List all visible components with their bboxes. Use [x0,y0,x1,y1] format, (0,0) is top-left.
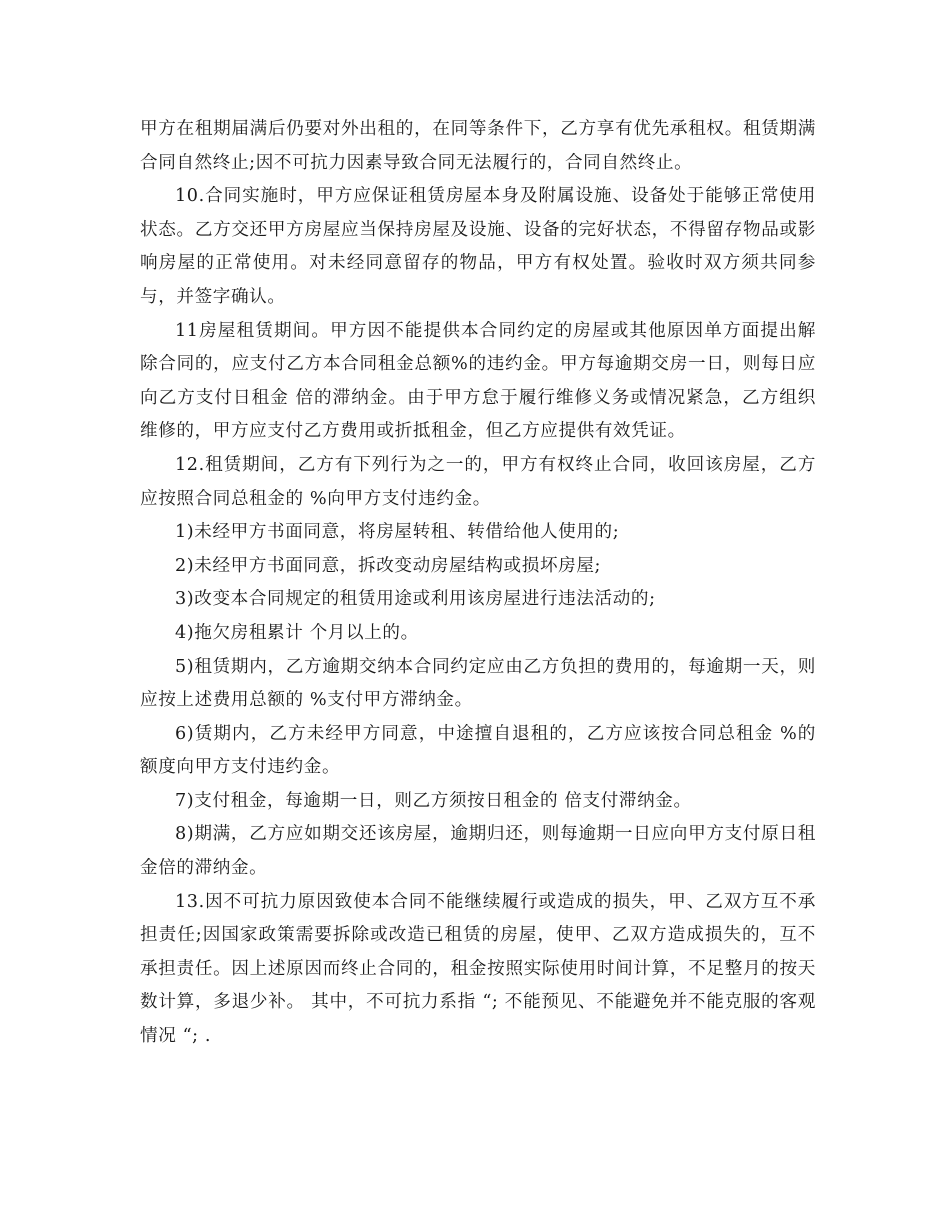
list-item-clause-12-3: 3)改变本合同规定的租赁用途或利用该房屋进行违法活动的; [175,589,656,610]
paragraph-clause-11: 11房屋租赁期间。甲方因不能提供本合同约定的房屋或其他原因单方面提出解除合同的，应支付乙方本合同租金总额%的违约金。甲方每逾期交房一日，则每日应向乙方支付日租金 倍的滞纳金。由于甲方怠于履行维修义务或情况紧急，乙方组织维修的，甲方应支付乙方费用或折抵租金，但乙方应提供有效凭证。 [140,320,816,442]
list-item-clause-12-2: 2)未经甲方书面同意，拆改变动房屋结构或损坏房屋; [175,555,602,576]
paragraph-clause-13: 13.因不可抗力原因致使本合同不能继续履行或造成的损失，甲、乙双方互不承担责任;因国家政策需要拆除或改造已租赁的房屋，使甲、乙双方造成损失的，互不承担责任。因上述原因而终止合同的，租金按照实际使用时间计算，不足整月的按天数计算，多退少补。 其中，不可抗力系指 “; 不能预见、不能避免并不能克服的客观情况 “; . [140,891,816,1047]
paragraph-clause-12: 12.租赁期间，乙方有下列行为之一的，甲方有权终止合同，收回该房屋，乙方应按照合同总租金的 %向甲方支付违约金。 [140,454,816,509]
list-item-clause-12-6: 6)赁期内，乙方未经甲方同意，中途擅自退租的，乙方应该按合同总租金 %的额度向甲方支付违约金。 [140,723,816,778]
list-item-clause-12-5: 5)租赁期内，乙方逾期交纳本合同约定应由乙方负担的费用的，每逾期一天，则应按上述费用总额的 %支付甲方滞纳金。 [140,656,816,711]
list-item-clause-12-1: 1)未经甲方书面同意，将房屋转租、转借给他人使用的; [175,522,620,543]
list-item-clause-12-4: 4)拖欠房租累计 个月以上的。 [175,622,419,643]
document-body [140,113,816,1054]
paragraph-lease-renewal: 甲方在租期届满后仍要对外出租的，在同等条件下，乙方享有优先承租权。租赁期满合同自然终止;因不可抗力因素导致合同无法履行的，合同自然终止。 [140,119,816,173]
list-item-clause-12-8: 8)期满，乙方应如期交还该房屋，逾期归还，则每逾期一日应向甲方支付原日租金倍的滞纳金。 [140,824,816,879]
paragraph-clause-10: 10.合同实施时，甲方应保证租赁房屋本身及附属设施、设备处于能够正常使用状态。乙方交还甲方房屋应当保持房屋及设施、设备的完好状态，不得留存物品或影响房屋的正常使用。对未经同意留存的物品，甲方有权处置。验收时双方须共同参与，并签字确认。 [140,186,816,307]
list-item-clause-12-7: 7)支付租金，每逾期一日，则乙方须按日租金的 倍支付滞纳金。 [175,790,692,811]
